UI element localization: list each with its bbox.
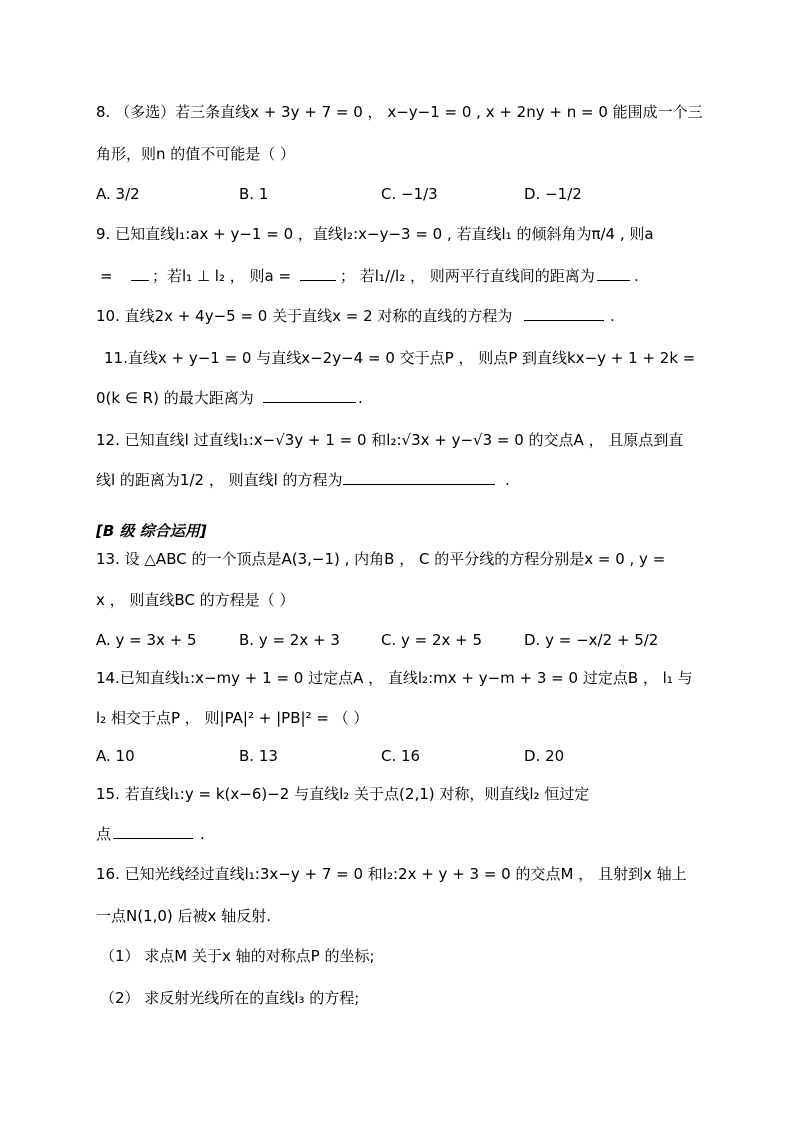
q9-end: . (634, 267, 639, 285)
q14-option-d: D. 20 (524, 747, 565, 765)
q8-stem-cont: 角形，则n 的值不可能是（ ） (96, 145, 296, 163)
q8-option-b: B. 1 (239, 185, 269, 203)
q9-parallel-text: ； 若l₁//l₂ ， 则两平行直线间的距离为 (340, 267, 595, 285)
q12-blank[interactable] (343, 470, 495, 485)
q11-stem: 11.直线x + y−1 = 0 与直线x−2y−4 = 0 交于点P ， 则点P 到直线kx−y + 1 + 2k = (104, 349, 696, 367)
q8-option-a: A. 3/2 (96, 185, 140, 203)
q13-stem-cont: x ， 则直线BC 的方程是（ ） (96, 591, 295, 609)
q11-end: . (358, 389, 363, 407)
q8-stem: 8. （多选）若三条直线x + 3y + 7 = 0 ， x−y−1 = 0 , x + 2ny + n = 0 能围成一个三 (96, 103, 703, 121)
q9-equals: = (100, 267, 113, 285)
q12-end: . (505, 471, 510, 489)
q8-option-d: D. −1/2 (524, 185, 582, 203)
q13-option-a: A. y = 3x + 5 (96, 631, 197, 649)
q10-stem: 10. 直线2x + 4y−5 = 0 关于直线x = 2 对称的直线的方程为 (96, 307, 513, 325)
q9-blank-2[interactable] (300, 266, 336, 281)
q16-part-2: （2） 求反射光线所在的直线l₃ 的方程; (100, 989, 360, 1007)
q13-option-b: B. y = 2x + 3 (239, 631, 340, 649)
q9-blank-1[interactable] (131, 266, 149, 281)
section-b-heading: [B 级 综合运用] (96, 522, 207, 540)
q14-stem-cont: l₂ 相交于点P ， 则|PA|² + |PB|² = （ ） (96, 709, 369, 727)
q13-option-d: D. y = −x/2 + 5/2 (524, 631, 659, 649)
q11-blank[interactable] (263, 388, 356, 403)
q12-stem-cont: 线l 的距离为1/2 ， 则直线l 的方程为 (96, 471, 343, 489)
q15-end: . (200, 825, 205, 843)
q11-stem-cont: 0(k ∈ R) 的最大距离为 (96, 389, 254, 407)
q9-blank-3[interactable] (597, 266, 630, 281)
q16-stem-cont: 一点N(1,0) 后被x 轴反射. (96, 907, 271, 925)
q14-option-a: A. 10 (96, 747, 135, 765)
q15-blank[interactable] (113, 824, 193, 839)
q14-stem: 14.已知直线l₁:x−my + 1 = 0 过定点A ， 直线l₂:mx + y−m + 3 = 0 过定点B ， l₁ 与 (96, 669, 693, 687)
q9-stem: 9. 已知直线l₁:ax + y−1 = 0 ，直线l₂:x−y−3 = 0 , 若直线l₁ 的倾斜角为π/4 , 则a (96, 225, 654, 243)
q8-option-c: C. −1/3 (381, 185, 438, 203)
q14-option-c: C. 16 (381, 747, 421, 765)
q15-stem-cont: 点 (96, 825, 112, 843)
q15-stem: 15. 若直线l₁:y = k(x−6)−2 与直线l₂ 关于点(2,1) 对称，则直线l₂ 恒过定 (96, 785, 590, 803)
q16-stem: 16. 已知光线经过直线l₁:3x−y + 7 = 0 和l₂:2x + y + 3 = 0 的交点M ， 且射到x 轴上 (96, 865, 687, 883)
q13-stem: 13. 设 △ABC 的一个顶点是A(3,−1) , 内角B ， C 的平分线的方程分别是x = 0 , y = (96, 550, 666, 568)
q16-part-1: （1） 求点M 关于x 轴的对称点P 的坐标; (100, 947, 375, 965)
q9-perp-text: ；若l₁ ⊥ l₂ ， 则a = (152, 267, 292, 285)
q12-stem: 12. 已知直线l 过直线l₁:x−√3y + 1 = 0 和l₂:√3x + y−√3 = 0 的交点A ， 且原点到直 (96, 431, 684, 449)
q13-option-c: C. y = 2x + 5 (381, 631, 483, 649)
q10-end: . (610, 307, 615, 325)
q10-blank[interactable] (524, 306, 604, 321)
q14-option-b: B. 13 (239, 747, 278, 765)
